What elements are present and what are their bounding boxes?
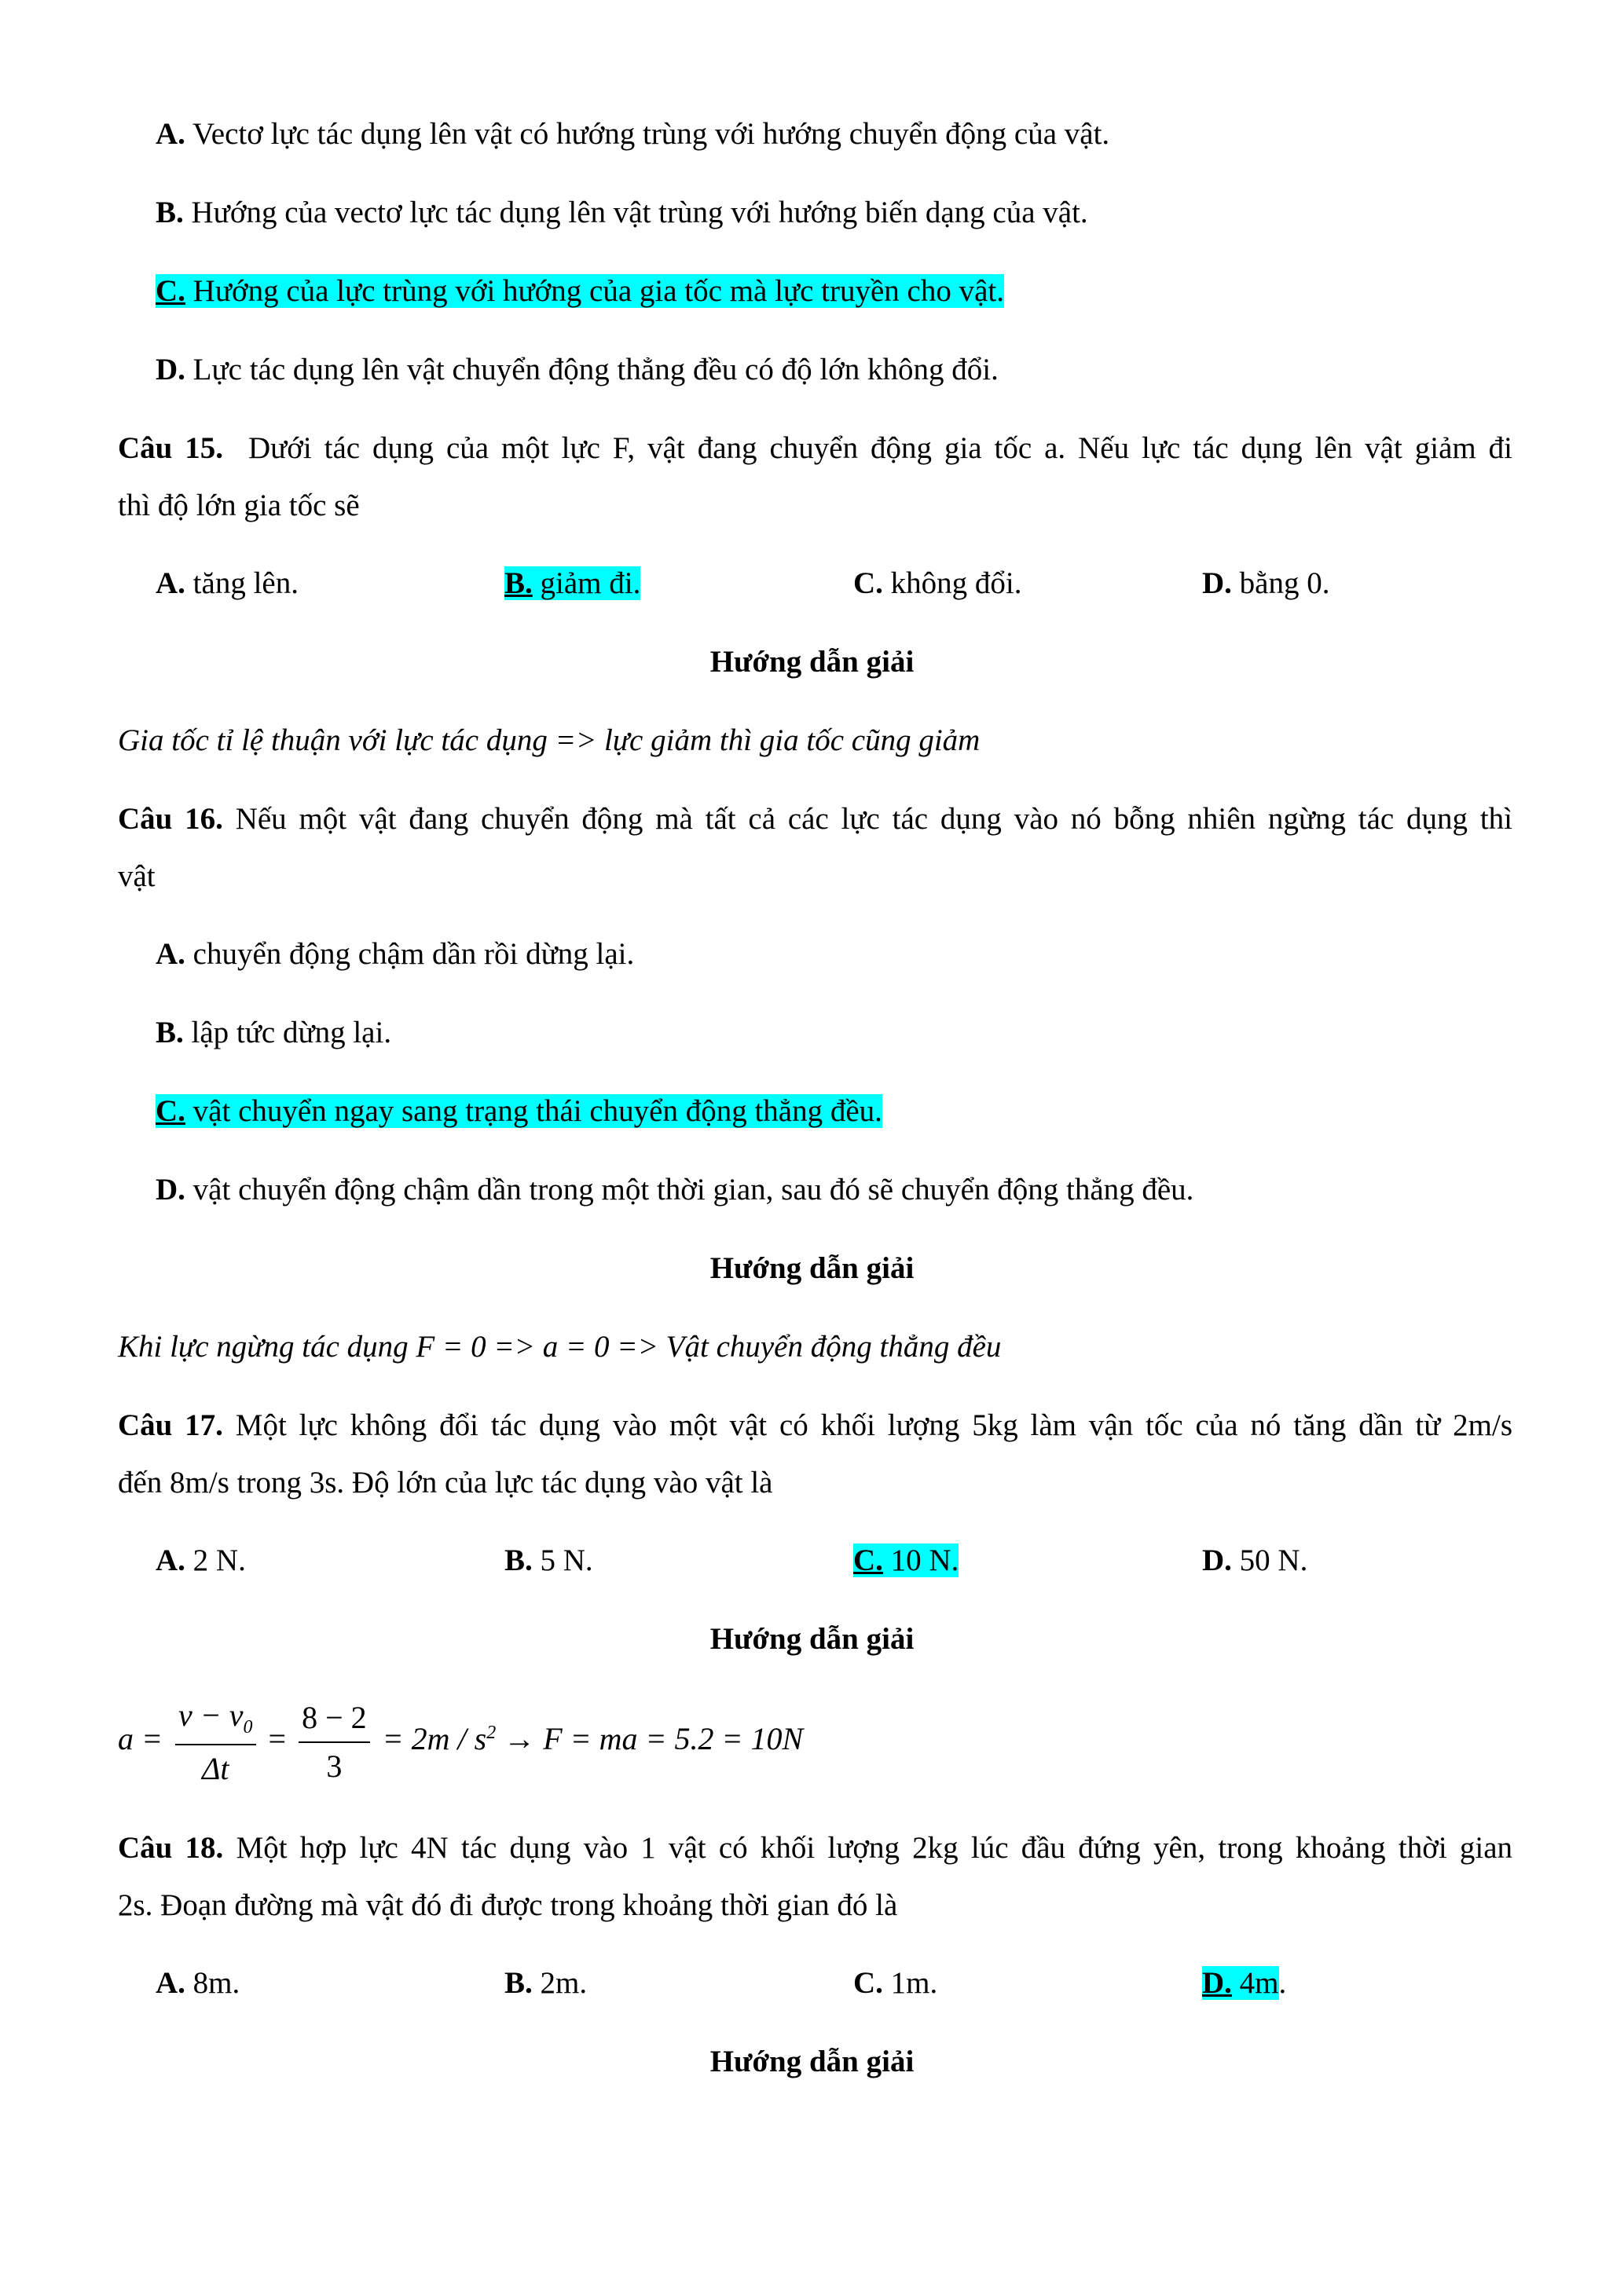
option-text: 2 N. — [185, 1543, 246, 1577]
q17-option-a — [156, 1543, 246, 1580]
option-text: vật chuyển ngay sang trạng thái chuyển động thẳng đều. — [185, 1094, 882, 1128]
q14-option-d — [156, 352, 999, 389]
q16-stem-line2: vật — [118, 859, 156, 893]
question-label: Câu 18. — [118, 1831, 224, 1865]
option-letter: B. — [504, 1543, 533, 1577]
q16-option-b — [156, 1015, 391, 1052]
q15-stem-line1 — [118, 430, 1512, 467]
q18-solution-title: Hướng dẫn giải — [709, 2045, 915, 2078]
formula-lhs: a = — [118, 1721, 163, 1757]
q15-option-d — [1202, 566, 1329, 602]
option-text: 50 N. — [1231, 1543, 1308, 1577]
option-text: 8m. — [185, 1966, 240, 2000]
q15-solution-title: Hướng dẫn giải — [709, 645, 915, 679]
q16-option-c-correct — [156, 1093, 882, 1130]
option-letter: B. — [504, 566, 533, 600]
option-text: 5 N. — [532, 1543, 593, 1577]
option-letter: B. — [156, 1016, 184, 1049]
option-letter: C. — [156, 274, 185, 308]
fraction-numerator: v − v — [178, 1697, 244, 1733]
q16-stem-line1 — [118, 801, 1512, 838]
question-label: Câu 16. — [118, 802, 223, 836]
q18-stem-line2: 2s. Đoạn đường mà vật đó đi được trong khoảng thời gian đó là — [118, 1888, 898, 1922]
option-text: lập tức dừng lại. — [183, 1016, 392, 1049]
q17-stem-line2: đến 8m/s trong 3s. Độ lớn của lực tác dụng vào vật là — [118, 1466, 773, 1500]
option-text: không đổi. — [882, 566, 1022, 600]
q15-option-a — [156, 566, 299, 602]
question-text: Dưới tác dụng của một lực F, vật đang chuyển động gia tốc a. Nếu lực tác dụng lên vật giảm đi — [247, 431, 1513, 465]
option-letter: B. — [504, 1966, 533, 2000]
equals-sign: = — [268, 1721, 287, 1757]
option-letter: B. — [156, 196, 184, 229]
q18-option-b — [504, 1965, 587, 2002]
option-letter: C. — [853, 566, 883, 600]
option-text: Hướng của lực trùng với hướng của gia tốc mà lực truyền cho vật. — [185, 274, 1004, 308]
q14-option-c-correct — [156, 273, 1004, 310]
q14-option-b — [156, 195, 1088, 232]
q16-solution-text: Khi lực ngừng tác dụng F = 0 => a = 0 => Vật chuyển động thẳng đều — [118, 1330, 1002, 1364]
option-text: bằng 0. — [1231, 566, 1330, 600]
option-text: Hướng của vectơ lực tác dụng lên vật trùng với hướng biến dạng của vật. — [183, 196, 1088, 229]
option-text: giảm đi. — [532, 566, 641, 600]
q18-option-d-correct — [1202, 1965, 1286, 2002]
option-letter: C. — [853, 1966, 883, 2000]
q17-option-b — [504, 1543, 593, 1580]
option-text: 4m — [1231, 1966, 1279, 2000]
option-text: 2m. — [532, 1966, 588, 2000]
q14-option-a — [156, 116, 1109, 153]
superscript: 2 — [486, 1722, 497, 1743]
question-text: Nếu một vật đang chuyển động mà tất cả các lực tác dụng vào nó bỗng nhiên ngừng tác dụng thì — [235, 802, 1512, 836]
fraction-denominator: 3 — [326, 1748, 343, 1784]
option-letter: D. — [1202, 1966, 1232, 2000]
q18-stem-line1 — [118, 1830, 1512, 1867]
question-text: Một lực không đổi tác dụng vào một vật có khối lượng 5kg làm vận tốc của nó tăng dần từ 2m/s — [235, 1408, 1513, 1442]
q16-option-a — [156, 936, 634, 973]
q16-solution-title: Hướng dẫn giải — [709, 1251, 915, 1285]
q15-stem-line2: thì độ lớn gia tốc sẽ — [118, 489, 360, 522]
question-text: Một hợp lực 4N tác dụng vào 1 vật có khối lượng 2kg lúc đầu đứng yên, trong khoảng thời gian — [236, 1831, 1512, 1865]
q18-option-a — [156, 1965, 240, 2002]
option-letter: D. — [1202, 1543, 1232, 1577]
option-suffix: . — [1278, 1966, 1287, 2000]
option-letter: A. — [156, 117, 185, 151]
option-text: vật chuyển động chậm dần trong một thời gian, sau đó sẽ chuyển động thẳng đều. — [185, 1173, 1194, 1207]
formula-force: → F = ma = 5.2 = 10N — [496, 1721, 804, 1757]
q17-option-d — [1202, 1543, 1307, 1580]
q15-option-b-correct — [504, 566, 640, 602]
option-letter: D. — [156, 1173, 185, 1207]
option-letter: D. — [1202, 566, 1232, 600]
q15-option-c — [853, 566, 1022, 602]
option-letter: A. — [156, 566, 185, 600]
option-letter: C. — [853, 1543, 883, 1577]
q17-solution-title: Hướng dẫn giải — [709, 1622, 915, 1656]
q15-solution-text: Gia tốc tỉ lệ thuận với lực tác dụng => lực giảm thì gia tốc cũng giảm — [118, 723, 981, 757]
fraction-velocity — [175, 1697, 256, 1788]
option-letter: C. — [156, 1094, 185, 1128]
q17-option-c-correct — [853, 1543, 959, 1580]
option-text: Vectơ lực tác dụng lên vật có hướng trùng với hướng chuyển động của vật. — [185, 117, 1110, 151]
subscript: 0 — [243, 1717, 253, 1738]
q17-stem-line1 — [118, 1408, 1512, 1445]
fraction-denominator: Δt — [201, 1750, 229, 1786]
question-label: Câu 17. — [118, 1408, 223, 1442]
option-letter: A. — [156, 937, 185, 971]
q18-option-c — [853, 1965, 937, 2002]
question-label: Câu 15. — [118, 431, 224, 465]
option-text: 1m. — [882, 1966, 938, 2000]
option-letter: D. — [156, 353, 185, 386]
option-letter: A. — [156, 1543, 185, 1577]
q16-option-d — [156, 1172, 1193, 1209]
option-text: 10 N. — [882, 1543, 959, 1577]
option-text: tăng lên. — [185, 566, 299, 600]
option-text: chuyển động chậm dần rồi dừng lại. — [185, 937, 635, 971]
option-letter: A. — [156, 1966, 185, 2000]
option-text: Lực tác dụng lên vật chuyển động thẳng đều có độ lớn không đổi. — [185, 353, 999, 386]
fraction-numeric — [299, 1699, 370, 1785]
q17-solution-formula — [118, 1697, 803, 1791]
fraction-numerator: 8 − 2 — [299, 1699, 370, 1743]
formula-result: = 2m / s — [382, 1721, 487, 1757]
